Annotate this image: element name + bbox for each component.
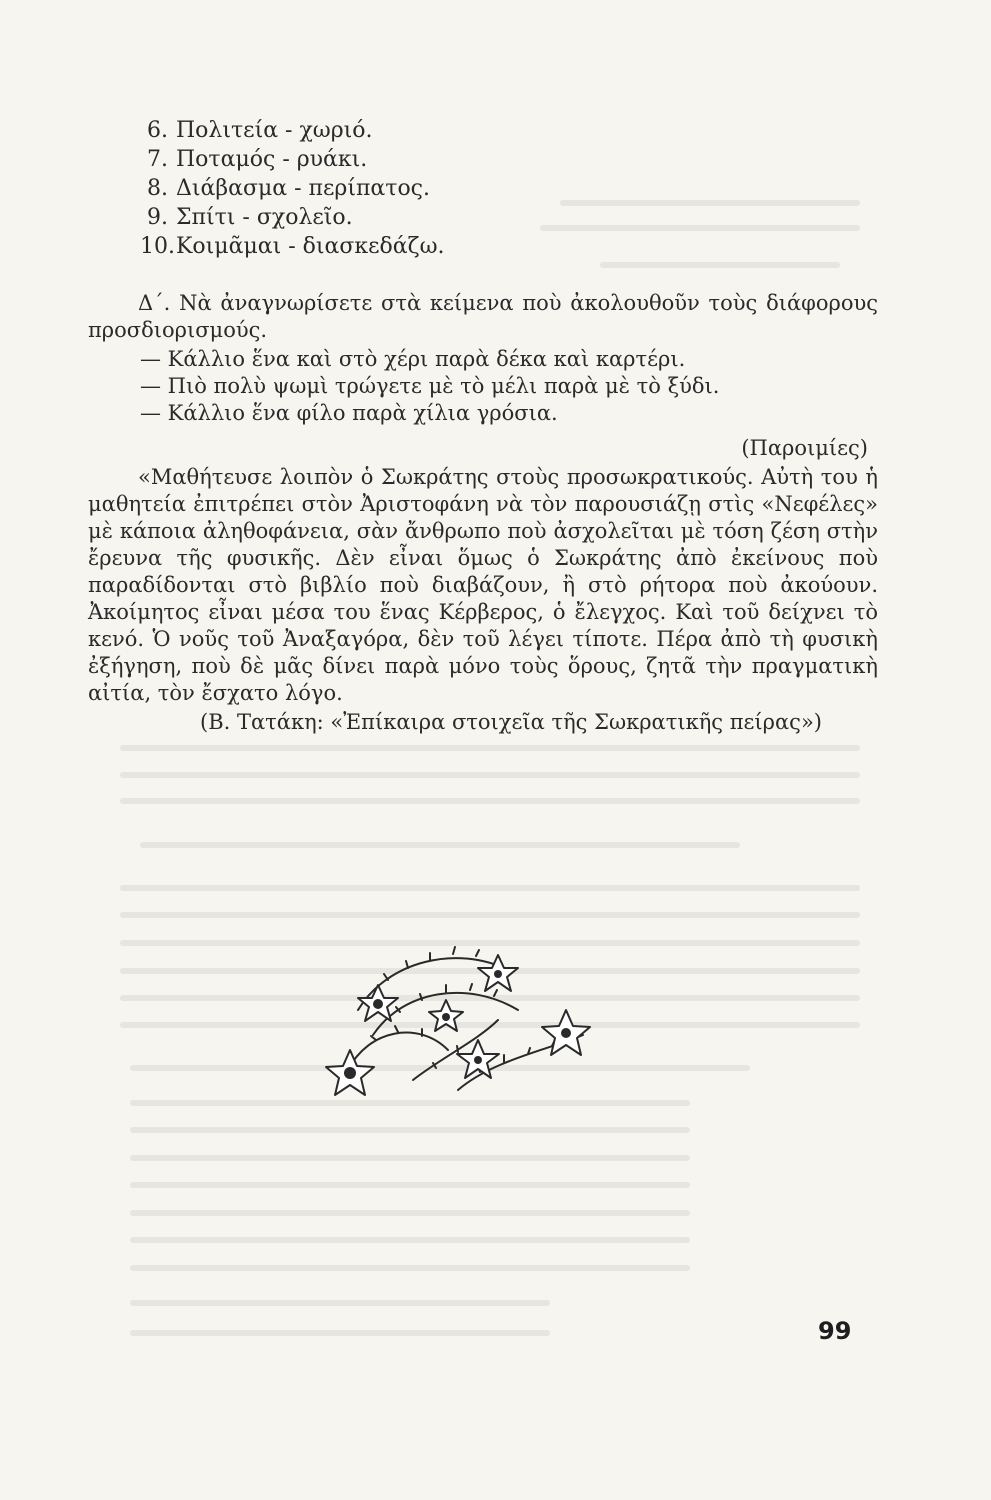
quote-citation: (Β. Τατάκη: «Ἐπίκαιρα στοιχεῖα τῆς Σωκρατικῆς πείρας») bbox=[200, 710, 822, 734]
list-item-text: Κοιμᾶμαι - διασκεδάζω. bbox=[176, 234, 445, 259]
list-item-number: 6. bbox=[147, 118, 168, 143]
list-item-text: Ποταμός - ρυάκι. bbox=[176, 147, 368, 172]
list-item bbox=[140, 116, 445, 145]
list-item-number: 8. bbox=[147, 176, 168, 201]
list-item-text: Πολιτεία - χωριό. bbox=[176, 118, 373, 143]
quote-paragraph: «Μαθήτευσε λοιπὸν ὁ Σωκράτης στοὺς προσωκρατικούς. Αὐτὴ του ἡ μαθητεία ἐπιτρέπει στὸν Ἀριστοφάνη νὰ τὸν παρουσιάζῃ στὶς «Νεφέλες» μὲ κάποια ἀληθοφάνεια, σὰν ἄνθρωπο ποὺ ἀσχολεῖται μὲ τόση ζέση στὴν ἔρευνα τῆς φυσικῆς. Δὲν εἶναι ὅμως ὁ Σωκράτης ἀπὸ ἐκείνους ποὺ παραδίδονται στὸ βιβλίο ποὺ διαβάζουν, ἢ στὸ ρήτορα ποὺ ἀκούουν. Ἀκοίμητος εἶναι μέσα του ἕνας Κέρβερος, ὁ ἔλεγχος. Καὶ τοῦ δείχνει τὸ κενό. Ὁ νοῦς τοῦ Ἀναξαγόρα, δὲν τοῦ λέγει τίποτε. Πέρα ἀπὸ τὴ φυσικὴ ἐξήγηση, ποὺ δὲ μᾶς δίνει παρὰ μόνο τοὺς ὅρους, ζητᾶ τὴν πραγματικὴ αἰτία, τὸν ἔσχατο λόγο. bbox=[88, 465, 878, 705]
list-item-text: Σπίτι - σχολεῖο. bbox=[176, 205, 353, 230]
comparison-list bbox=[140, 116, 445, 261]
list-item-number: 7. bbox=[147, 147, 168, 172]
list-item-number: 10. bbox=[140, 234, 175, 259]
list-item bbox=[140, 145, 445, 174]
list-item bbox=[140, 232, 445, 261]
proverb-list bbox=[88, 346, 878, 427]
exercise-instruction: Δ΄. Νὰ ἀναγνωρίσετε στὰ κείμενα ποὺ ἀκολουθοῦν τοὺς διάφορους προσδιορισμούς. bbox=[88, 291, 878, 342]
stars-icon bbox=[318, 940, 608, 1115]
list-item bbox=[140, 203, 445, 232]
exercise-section-d bbox=[88, 290, 878, 736]
proverb-source: (Παροιμίες) bbox=[741, 436, 868, 460]
proverb-line: — Πιὸ πολὺ ψωμὶ τρώγετε μὲ τὸ μέλι παρὰ μὲ τὸ ξύδι. bbox=[140, 374, 720, 398]
list-item-text: Διάβασμα - περίπατος. bbox=[176, 176, 430, 201]
page-number: 99 bbox=[818, 1317, 852, 1345]
list-item bbox=[140, 174, 445, 203]
list-item-number: 9. bbox=[147, 205, 168, 230]
proverb-line: — Κάλλιο ἕνα καὶ στὸ χέρι παρὰ δέκα καὶ καρτέρι. bbox=[140, 347, 686, 371]
proverb-line: — Κάλλιο ἕνα φίλο παρὰ χίλια γρόσια. bbox=[140, 401, 558, 425]
